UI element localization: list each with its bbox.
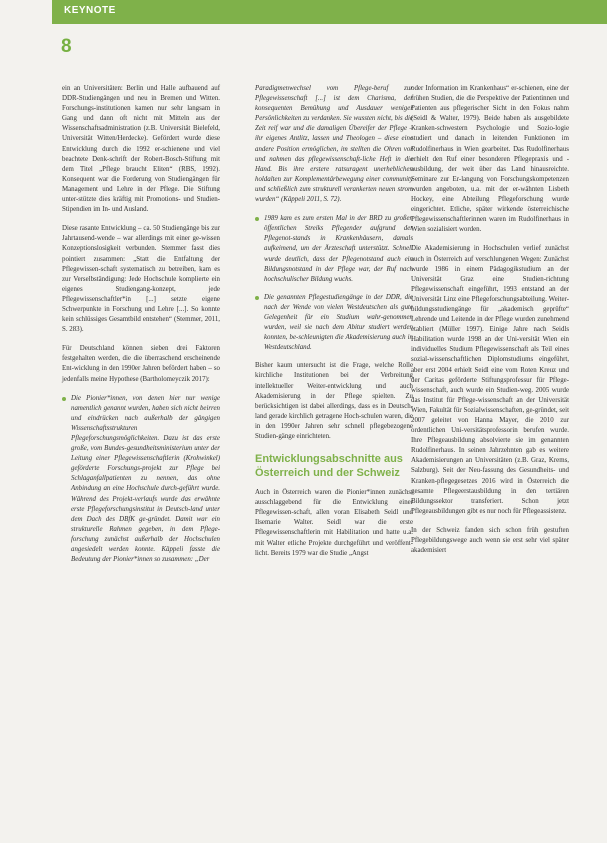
section-heading: Entwicklungsabschnitte aus Österreich und der Schweiz [255, 453, 403, 480]
section-label: KEYNOTE [64, 5, 116, 16]
page-number: 8 [61, 36, 72, 57]
paragraph: oder Information im Krankenhaus“ er-schienen, eine der frühen Studien, die die Perspektive der Patientinnen und Patienten aus pflegerischer Sicht in den Fokus nahm (Seidl & Walter, 1979). Beide haben als ausgebildete Kranken-schwestern Psychologie und Sozio-logie studiert und danach in leitenden Funktionen im Rudolfinerhaus in Wien gearbeitet. Das Rudolfinerhaus erhielt den Ruf einer besonderen Pflegepraxis und -ausbildung, der weit über das Land hinausreichte. Seminare zur Er-langung von Forschungskompetenzen wurden angeboten, u.a. mit der er-wähnten Lisbeth Hockey, eine Abteilung Pflegeforschung wurde eingerichtet. Etliche, später wirkende österreichische Pflegewissenschaftlerinnen waren im Rudolfinerhaus in Wien sozialisiert worden. [411, 85, 569, 234]
paragraph: ein an Universitäten: Berlin und Halle aufbauend auf DDR-Studiengängen und neu in Bremen und Witten. Forschungs-institutionen kamen nur sehr langsam in Gang und dann oft nicht mit Mitteln aus der Wissenschaftsadministration (z.B. Universität Bielefeld, Universität Witten/Herdecke). Gefördert wurde diese Entwicklung durch die 1992 er-schienene und viel beachtete Denk-schrift der Robert-Bosch-Stiftung mit dem Titel „Pflege braucht Eliten“ (RBS, 1992). Konsequent war die Forderung von Studiengängen für Management und Lehre in der Pflege. Die Stiftung unter-stützte dies kräftig mit Promotions- und Studien-Stipendien im In- und Ausland. [62, 85, 220, 214]
column-2 [255, 84, 413, 568]
quote-paragraph: Paradigmenwechsel vom Pflege-beruf zur Pflegewissenschaft [...] ist dem Charisma, der konsequenten Bemühung und Ausdauer weniger Persönlichkeiten zu verdanken. Sie wussten nicht, bis die Zeit reif war und die damaligen Übereifer der Pflege – ihr eigenes Antlitz, lassen und Theologen – diese eine andere Position ermöglichen, im stellten die Ohren vor und nahmen das pflegewissenschaft-liche Heft in die Hand. Bis ihre erstere ratsuragent unerheblichen holdalten zur Komplementärbewegung einer community und schließlich zum strukturell verankerten neuen strom wurden“ (Käppeli 2011, S. 72). [255, 85, 413, 204]
paragraph: In der Schweiz fanden sich schon früh gestuften Pflegebildungswege auch wenn sie erst sehr viel später akademisiert [411, 526, 569, 555]
column-1 [62, 84, 220, 573]
bullet-item [62, 394, 220, 566]
paragraph: Die Akademisierung in Hochschulen verlief zunächst auch in Österreich auf verschlungenen Wegen: Zunächst wurde 1986 in einem Pädagogikstudium an der Universität Graz eine Studien-richtung Pflegewissenschaft eingeführt, 1993 entstand an der Universität Linz eine Pflegeforschungsabteilung. Weiter-bildungsstudiengänge für „akademisch geprüfte“ Lehrende und Leitende in der Pflege wurden zunehmend etabliert (Müller 1997). Einige Jahre nach Seidls Habilitation wurde 1998 an der Uni-versität Wien ein individuelles Studium Pflegewissenschaft als Teil eines sozial-wissenschaftlichen Diplomstudiums eingeführt, aber erst 2004 erhielt Seidl eine vom Roten Kreuz und der Caritas geförderte Stiftungsprofessur für Pflege-wissenschaft, auch wurde ein Studien-weg. 2005 wurde das Institut für Pflege-wissenschaft an der Universität Wien, Fakultät für Sozialwissenschaften, ge-gründet, seit 2007 geleitet von Hanna Mayer, die 2010 zur ordentlichen Uni-versitätsprofessorin berufen wurde. Ihre Pflegeausbildung absolvierte sie im genannten Rudolfinerhaus. In seinen Jahrzehnten gab es weitere Akademisierungen an Universitäten (z.B. Graz, Krems, Salzburg). Seit der Neu-fassung des Gesundheits- und Kranken-pflegegesetzes 2016 wird in Österreich die gesamte Pflegeerstausbildung in den tertiären Bildungssektor transferiert. Schon jetzt Pflegeausbildungen gibt es nur noch für Pflegeassistenz. [411, 245, 569, 515]
bullet-item [255, 214, 413, 285]
bullet-icon [62, 397, 66, 401]
paragraph: Auch in Österreich waren die Pionier*innen zunächst ausschlaggebend für die Entwicklung einer Pflegewissen-schaft, allen voran Elisabeth Seidl und Ilsemarie Walter. Seidl war die erste Pflegewissenschaftlerin mit Habilitation und hatte u.a. mit Walter etliche Projekte durchgeführt und veröffent-licht. Bereits 1979 war die Studie „Angst [255, 489, 413, 557]
column-3 [411, 84, 569, 565]
paragraph: Diese rasante Entwicklung – ca. 50 Studiengänge bis zur Jahrtausend-wende – war allerdings mit einer ge-wissen Konzeptionslosigkeit verbunden. Stemmer fasst dies pointiert zusammen: „Statt die Entfaltung der Pflegewissen-schaft systematisch zu betreiben, kam es zur Verselbständigung: Jede Hochschule komplierte ein eigenes Studiengang-konzept, jede Pflegewissenschaftler*in [...] setzte eigene Schwerpunkte in Forschung und Lehre [...]. So konnte kein schlüssiges Gesamtbild entstehen“ (Stemmer, 2011, S. 283). [62, 225, 220, 334]
bullet-icon [255, 217, 259, 221]
bullet-item [255, 293, 413, 354]
header-band [52, 0, 607, 24]
bullet-icon [255, 296, 259, 300]
paragraph: Bisher kaum untersucht ist die Frage, welche Rolle kirchliche Institutionen bei der Verbreitung intellektueller Weiter-entwicklung und auch Akademisierung in der Pflege spielten. Zu berücksichtigen ist dabei allerdings, dass es in Deutsch-land gerade kirchlich getragene Hoch-schulen waren, die in den 1990er Jahren sehr schnell pflegebezogene Studien-gänge einrichteten. [255, 362, 413, 440]
bullet-text: Die Pionier*innen, von denen hier nur wenige namentlich genannt wurden, haben sich nicht beirren und eindrücken nach außerhalb der gängigen Wissenschaftsstrukturen Pflegeforschungsmöglichkeiten. Dazu ist das erste große, vom Bundes-gesundheitsministerium unter der Leitung einer Pflegewissenschaftlerin (Krohwinkel) geförderte Forschungs-projekt zur Pflege bei Schlaganfallpatienten zu nennen, das ohne Anbindung an eine Hochschule durch-geführt wurde. Während des Projekt-verlaufs wurde das erwähnte erste Pflegeforschungsinstitut in Deutsch-land unter dem Dach des DBfK ge-gründet. Damit war ein strukturelle Rahmen gegeben, in dem Pflege-forschung zunächst außerhalb der Hochschulen angesiedelt werden konnte. Käppeli fasste die Bedeutung der Pionier*innen so zusammen: „Der [71, 394, 220, 564]
bullet-text: 1989 kam es zum ersten Mal in der BRD zu großen öffentlichen Streiks Pflegender aufgrund der Pflegenot-stands in Krankenhäusern, damals aufkeimend, um der Ärzteschaft unterstützt. Schnell wurde deutlich, dass der Pflegenotstand auch ein Bildungsnotstand in der Pflege war, der Ruf nach hochschulischer Bildung wuchs. [264, 215, 413, 283]
paragraph: Für Deutschland können sieben drei Faktoren festgehalten werden, die die überraschend erscheinende Ent-wicklung in den 1990er Jahren befördert haben – so jedenfalls meine Hypothese (Bartholomeyczik 2017): [62, 345, 220, 383]
bullet-text: Die genannten Pflegestudiengänge in der DDR, die nach der Wende von vielen Westdeutschen als gute Gelegenheit für ein Studium wahr-genommen wurden, weil sie nach dem Abitur studiert werden konnten, be-schleunigten die Akademisierung auch in Westdeutschland. [264, 293, 413, 352]
